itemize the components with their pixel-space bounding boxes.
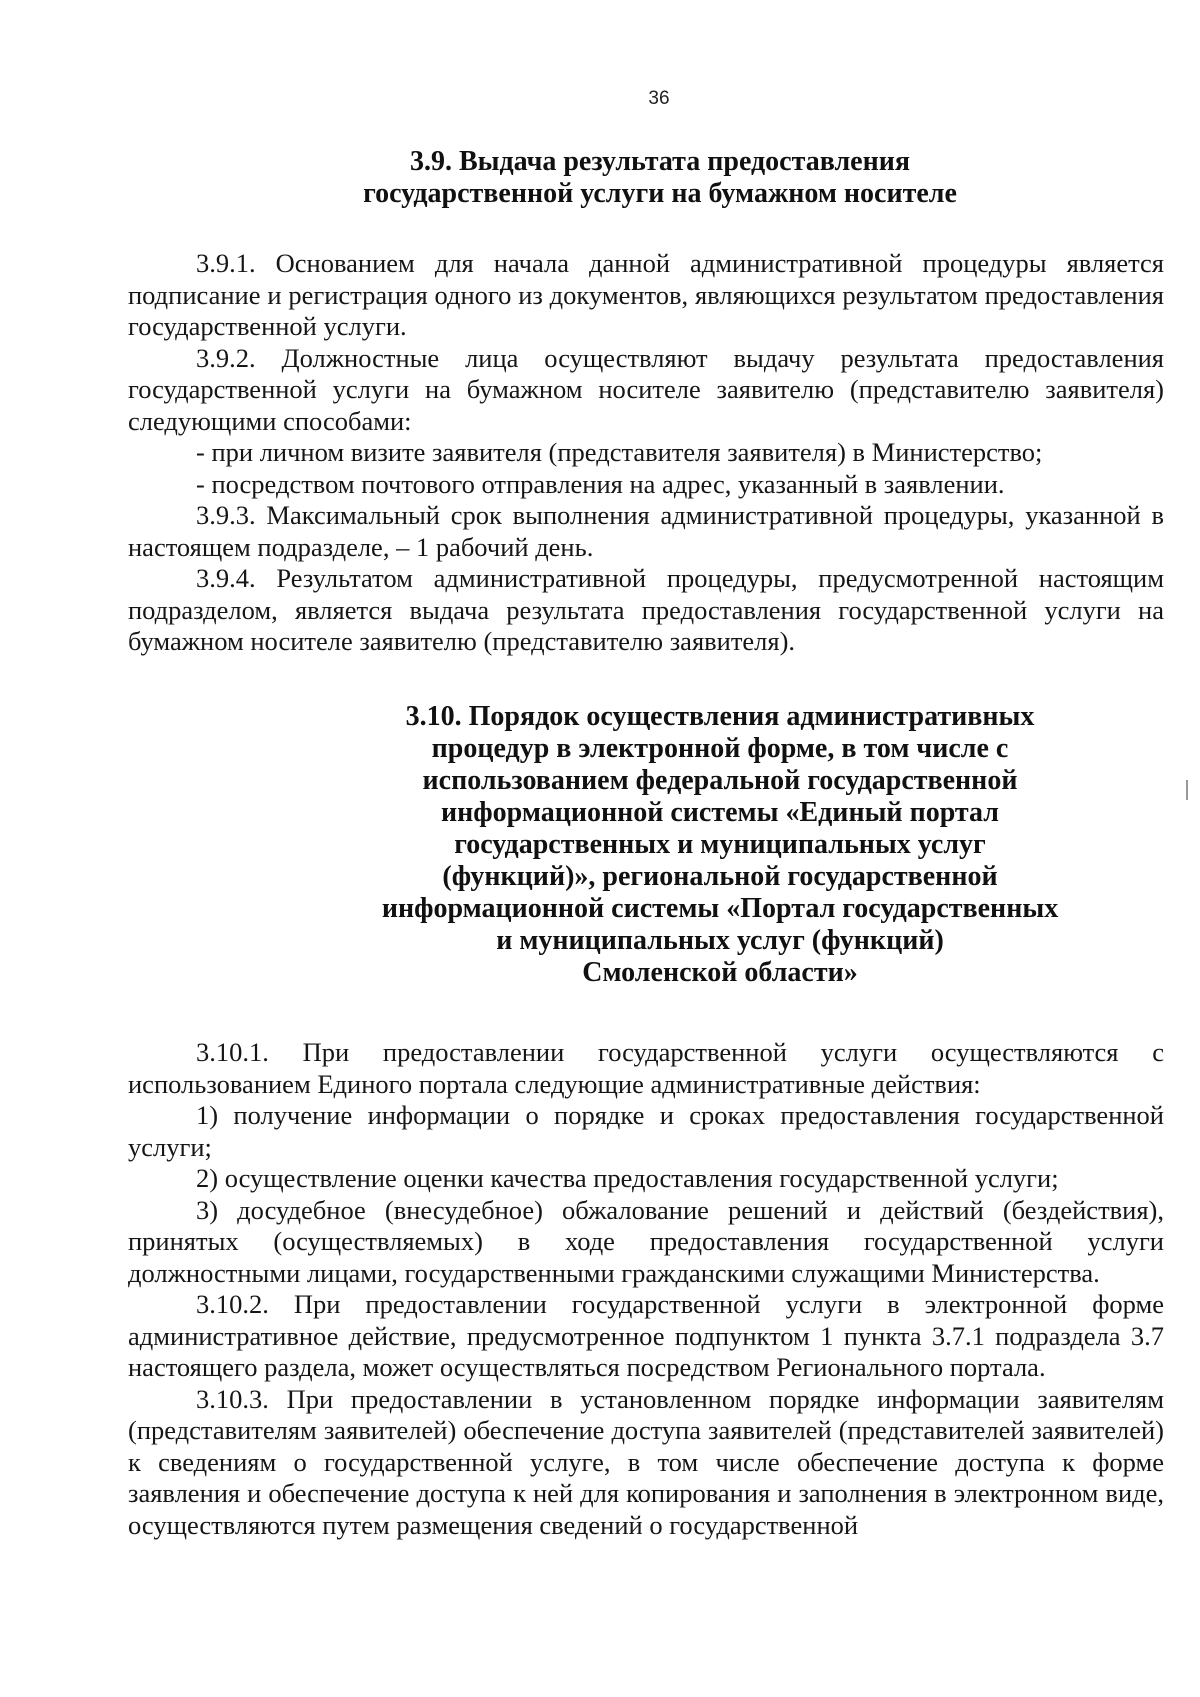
heading-line: информационной системы «Портал государственных	[381, 893, 1059, 924]
paragraph-3-10-2: 3.10.2. При предоставлении государственной услуги в электронной форме административное действие, предусмотренное подпунктом 1 пункта 3.7.1 подраздела 3.7 настоящего раздела, может осуществляться посредством Регионального портала.	[128, 1289, 1164, 1382]
list-item-information: 1) получение информации о порядке и сроках предоставления государственной услуги;	[128, 1100, 1164, 1162]
paragraph-3-9-4: 3.9.4. Результатом административной процедуры, предусмотренной настоящим подразделом, является выдача результата предоставления государственной услуги на бумажном носителе заявителю (представителю заявителя).	[128, 563, 1164, 656]
section-3-10-heading	[270, 701, 1170, 989]
paragraph-3-10-1: 3.10.1. При предоставлении государственной услуги осуществляются с использованием Единого портала следующие административные действия:	[128, 1037, 1164, 1099]
section-3-9-heading	[180, 146, 1140, 210]
heading-line: использованием федеральной государственной	[422, 765, 1018, 796]
heading-line: Смоленской области»	[582, 957, 858, 988]
scan-artifact	[1186, 780, 1188, 800]
section-3-9-body	[128, 248, 1164, 658]
list-item-appeal: 3) досудебное (внесудебное) обжалование решений и действий (бездействия), принятых (осуществляемых) в ходе предоставления государственной услуги должностными лицами, государственными гражданскими служащими Министерства.	[128, 1194, 1164, 1288]
heading-line: 3.10. Порядок осуществления административных	[405, 701, 1035, 732]
list-item-postal: - посредством почтового отправления на адрес, указанный в заявлении.	[196, 468, 1005, 499]
page-number: 36	[648, 88, 670, 109]
list-item-quality-assessment: 2) осуществление оценки качества предоставления государственной услуги;	[196, 1163, 1059, 1193]
heading-line: 3.9. Выдача результата предоставления	[409, 146, 910, 177]
list-item-personal-visit: - при личном визите заявителя (представителя заявителя) в Министерство;	[196, 437, 1043, 467]
heading-line: информационной системы «Единый портал	[441, 797, 999, 828]
heading-line: процедур в электронной форме, в том числе с	[431, 733, 1009, 764]
heading-line: (функций)», региональной государственной	[442, 861, 998, 892]
heading-line: государственных и муниципальных услуг	[454, 829, 986, 860]
heading-line: и муниципальных услуг (функций)	[496, 925, 944, 956]
heading-line: государственной услуги на бумажном носителе	[363, 178, 957, 209]
paragraph-3-9-1: 3.9.1. Основанием для начала данной административной процедуры является подписание и регистрация одного из документов, являющихся результатом предоставления государственной услуги.	[128, 248, 1164, 341]
section-3-10-body	[128, 1037, 1164, 1541]
paragraph-3-9-3: 3.9.3. Максимальный срок выполнения административной процедуры, указанной в настоящем подразделе, – 1 рабочий день.	[128, 500, 1164, 562]
paragraph-3-9-2: 3.9.2. Должностные лица осуществляют выдачу результата предоставления государственной услуги на бумажном носителе заявителю (представителю заявителя) следующими способами:	[128, 342, 1164, 436]
paragraph-3-10-3: 3.10.3. При предоставлении в установленном порядке информации заявителям (представителям заявителей) обеспечение доступа заявителей (представителей заявителей) к сведениям о государственной услуге, в том числе обеспечение доступа к форме заявления и обеспечение доступа к ней для копирования и заполнения в электронном виде, осуществляются путем размещения сведений о государственной	[128, 1383, 1164, 1540]
